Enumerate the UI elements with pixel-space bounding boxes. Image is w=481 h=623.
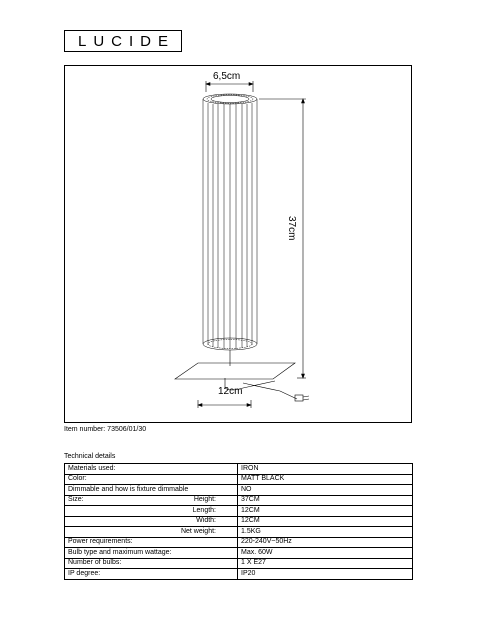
spec-sub-label [216, 486, 234, 494]
spec-value: 1.5KG [238, 527, 413, 538]
spec-label: Dimmable and how is fixture dimmable [68, 485, 189, 493]
height-dimension [259, 99, 306, 378]
spec-label: Materials used: [68, 464, 116, 472]
spec-label-cell [65, 548, 238, 559]
spec-label-cell [65, 569, 238, 580]
spec-value: Max. 60W [238, 548, 413, 559]
technical-details-title: Technical details [64, 453, 116, 460]
spec-sub-label: Width: [196, 517, 216, 525]
spec-value: 37CM [238, 495, 413, 506]
spec-label: Power requirements: [68, 538, 133, 546]
spec-label-cell [65, 537, 238, 548]
spec-label: IP degree: [68, 569, 101, 577]
spec-row [65, 464, 413, 475]
spec-label-cell [65, 474, 238, 485]
spec-sub-label [216, 549, 234, 557]
spec-sub-label [216, 570, 234, 578]
spec-row [65, 474, 413, 485]
diameter-label: 6,5cm [213, 71, 241, 82]
spec-sub-label [216, 538, 234, 546]
spec-row [65, 569, 413, 580]
item-number: Item number: 73506/01/30 [64, 426, 147, 433]
spec-label: Number of bulbs: [68, 559, 122, 567]
spec-row [65, 485, 413, 496]
spec-label-cell [65, 495, 238, 506]
spec-label: Bulb type and maximum wattage: [68, 548, 172, 556]
spec-label: Size: [68, 496, 84, 504]
technical-drawing [64, 65, 412, 423]
spec-label-cell [65, 464, 238, 475]
spec-label: Color: [68, 475, 87, 483]
spec-label-cell [65, 527, 238, 538]
spec-row [65, 495, 413, 506]
spec-sub-label [216, 475, 234, 483]
technical-details-table [64, 463, 413, 580]
lamp-drawing-svg [65, 66, 413, 424]
spec-value: NO [238, 485, 413, 496]
spec-value: 220-240V~50Hz [238, 537, 413, 548]
diameter-dimension [206, 81, 253, 92]
height-label: 37cm [286, 216, 297, 241]
spec-value: 12CM [238, 516, 413, 527]
spec-sub-label [216, 465, 234, 473]
spec-row [65, 537, 413, 548]
base-width-dimension [198, 400, 251, 408]
spec-row [65, 506, 413, 517]
spec-label-cell [65, 558, 238, 569]
spec-value: MATT BLACK [238, 474, 413, 485]
spec-sub-label: Height: [193, 496, 216, 504]
spec-sub-label: Length: [192, 506, 216, 514]
spec-label-cell [65, 516, 238, 527]
spec-value: IRON [238, 464, 413, 475]
spec-sub-label: Net weight: [180, 527, 216, 535]
spec-label-cell [65, 485, 238, 496]
spec-row [65, 548, 413, 559]
lamp-shade [203, 94, 257, 350]
spec-value: 12CM [238, 506, 413, 517]
spec-sub-label [216, 559, 234, 567]
spec-row [65, 516, 413, 527]
spec-row [65, 558, 413, 569]
brand-logo-text: LUCIDE [77, 32, 175, 50]
spec-label-cell [65, 506, 238, 517]
base-width-label: 12cm [218, 386, 243, 397]
spec-value: IP20 [238, 569, 413, 580]
spec-row [65, 527, 413, 538]
spec-value: 1 X E27 [238, 558, 413, 569]
brand-logo [64, 30, 182, 52]
